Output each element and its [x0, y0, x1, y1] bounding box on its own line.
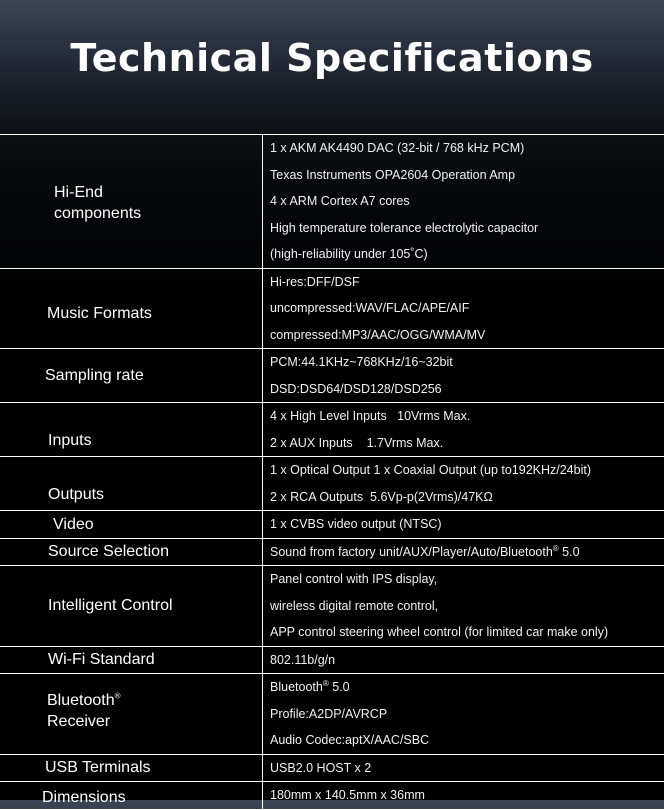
- spec-value-line: APP control steering wheel control (for limited car make only): [270, 619, 664, 646]
- spec-label: Sampling rate: [45, 365, 262, 386]
- page-title: Technical Specifications: [0, 36, 664, 80]
- spec-row-wifi-standard: [0, 646, 664, 674]
- spec-row-usb-terminals: [0, 754, 664, 782]
- spec-value-cell: [263, 268, 664, 349]
- spec-value-line: USB2.0 HOST x 2: [270, 755, 664, 782]
- spec-label-cell: [0, 754, 263, 782]
- spec-label-cell: [0, 457, 263, 511]
- spec-value-cell: [263, 782, 664, 810]
- spec-label: Bluetooth® Receiver: [47, 690, 147, 732]
- spec-value-line: uncompressed:WAV/FLAC/APE/AIF: [270, 295, 664, 322]
- spec-label-cell: [0, 674, 263, 755]
- spec-row-video: [0, 511, 664, 539]
- spec-value-line: Sound from factory unit/AUX/Player/Auto/Bluetooth® 5.0: [270, 539, 664, 566]
- spec-value-cell: [263, 674, 664, 755]
- spec-value-cell: [263, 511, 664, 539]
- spec-label: USB Terminals: [45, 757, 262, 778]
- spec-value-cell: [263, 566, 664, 647]
- spec-label: Intelligent Control: [48, 595, 262, 616]
- spec-value-line: 802.11b/g/n: [270, 647, 664, 674]
- spec-value-line: compressed:MP3/AAC/OGG/WMA/MV: [270, 322, 664, 349]
- spec-value-line: Hi-res:DFF/DSF: [270, 269, 664, 296]
- spec-label-cell: [0, 268, 263, 349]
- spec-row-music-formats: [0, 268, 664, 349]
- spec-label-cell: [0, 135, 263, 269]
- spec-row-sampling-rate: [0, 349, 664, 403]
- spec-value-line: 2 x AUX Inputs 1.7Vrms Max.: [270, 430, 664, 457]
- spec-label: Outputs: [48, 484, 262, 505]
- spec-value-line: 4 x High Level Inputs 10Vrms Max.: [270, 403, 664, 430]
- spec-row-source-selection: [0, 538, 664, 566]
- spec-value-line: High temperature tolerance electrolytic capacitor: [270, 215, 664, 242]
- spec-row-outputs: [0, 457, 664, 511]
- spec-label-cell: [0, 782, 263, 810]
- spec-label: Music Formats: [47, 303, 262, 324]
- spec-label: Dimensions: [42, 787, 262, 808]
- spec-label-cell: [0, 403, 263, 457]
- spec-value-cell: [263, 457, 664, 511]
- spec-value-line: 180mm x 140.5mm x 36mm: [270, 782, 664, 809]
- spec-label: Source Selection: [48, 541, 262, 562]
- spec-label-cell: [0, 538, 263, 566]
- spec-value-line: 1 x AKM AK4490 DAC (32-bit / 768 kHz PCM): [270, 135, 664, 162]
- spec-value-line: 1 x Optical Output 1 x Coaxial Output (up to192KHz/24bit): [270, 457, 664, 484]
- spec-label-cell: [0, 511, 263, 539]
- spec-value-line: 2 x RCA Outputs 5.6Vp-p(2Vrms)/47KΩ: [270, 484, 664, 511]
- spec-value-line: Panel control with IPS display,: [270, 566, 664, 593]
- spec-value-cell: [263, 538, 664, 566]
- spec-row-dimensions: [0, 782, 664, 810]
- spec-row-hi-end-components: [0, 135, 664, 269]
- spec-value-cell: [263, 349, 664, 403]
- spec-value-cell: [263, 646, 664, 674]
- spec-value-cell: [263, 403, 664, 457]
- spec-value-cell: [263, 135, 664, 269]
- spec-value-line: PCM:44.1KHz~768KHz/16~32bit: [270, 349, 664, 376]
- spec-value-line: Bluetooth® 5.0: [270, 674, 664, 701]
- spec-label: Video: [53, 514, 262, 535]
- spec-row-inputs: [0, 403, 664, 457]
- spec-value-line: wireless digital remote control,: [270, 593, 664, 620]
- spec-label: Wi-Fi Standard: [48, 649, 262, 670]
- spec-value-line: Profile:A2DP/AVRCP: [270, 701, 664, 728]
- spec-value-cell: [263, 754, 664, 782]
- spec-label: Hi-End components: [54, 182, 174, 224]
- spec-value-line: Texas Instruments OPA2604 Operation Amp: [270, 162, 664, 189]
- spec-row-bluetooth-receiver: [0, 674, 664, 755]
- spec-value-line: DSD:DSD64/DSD128/DSD256: [270, 376, 664, 403]
- spec-value-line: 1 x CVBS video output (NTSC): [270, 511, 664, 538]
- spec-label: Inputs: [48, 430, 262, 451]
- spec-value-line: (high-reliability under 105˚C): [270, 241, 664, 268]
- spec-value-line: 4 x ARM Cortex A7 cores: [270, 188, 664, 215]
- spec-label-cell: [0, 349, 263, 403]
- specs-table: [0, 134, 664, 810]
- spec-label-cell: [0, 566, 263, 647]
- spec-row-intelligent-control: [0, 566, 664, 647]
- spec-label-cell: [0, 646, 263, 674]
- spec-value-line: Audio Codec:aptX/AAC/SBC: [270, 727, 664, 754]
